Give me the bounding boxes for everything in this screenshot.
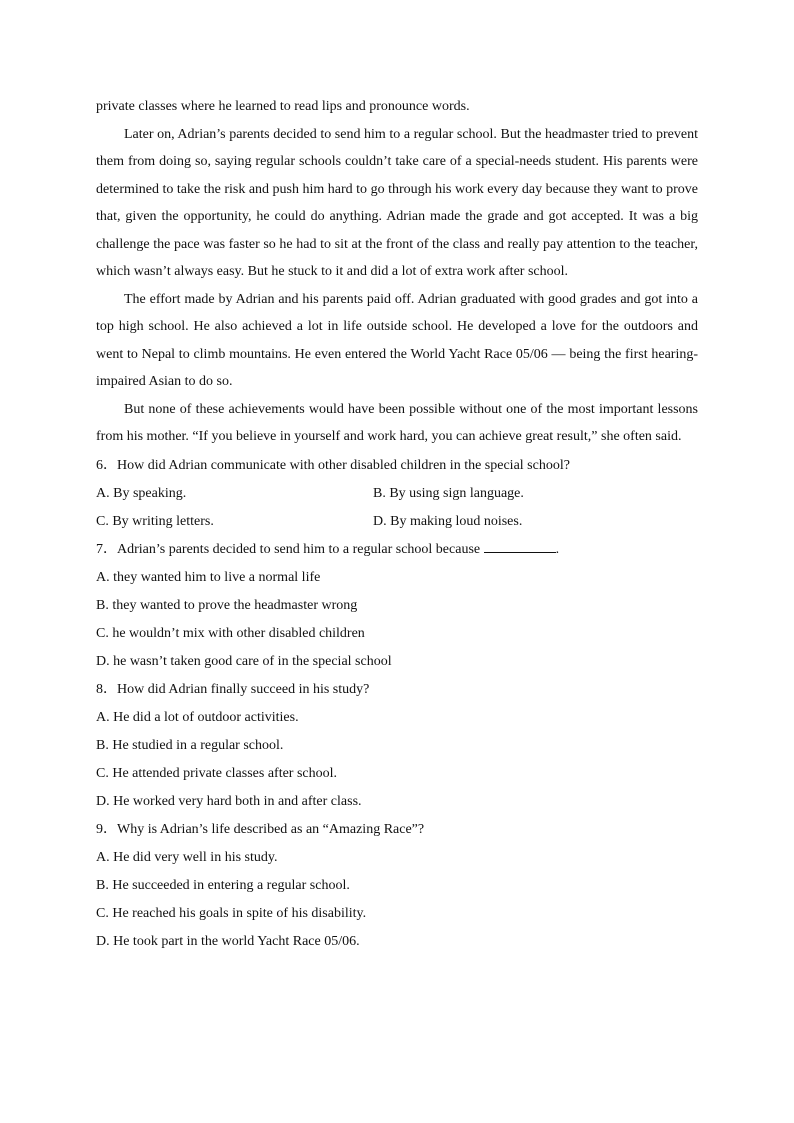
option-b: B. He succeeded in entering a regular school. (96, 877, 350, 893)
option-a: A. By speaking. (96, 485, 187, 501)
option-b: B. they wanted to prove the headmaster wrong (96, 597, 358, 613)
passage-paragraph-4: But none of these achievements would have been possible without one of the most important lessons from his mother. “If you believe in yourself and work hard, you can achieve great result,” she often said. (96, 401, 698, 444)
option-b: B. By using sign language. (373, 485, 524, 501)
option-a: A. they wanted him to live a normal life (96, 569, 321, 585)
option-d: D. He worked very hard both in and after class. (96, 793, 362, 809)
question-text: Why is Adrian’s life described as an “Amazing Race”? (117, 821, 425, 837)
question-text: Adrian’s parents decided to send him to a regular school because (117, 541, 484, 557)
option-b: B. He studied in a regular school. (96, 737, 284, 753)
answer-blank (484, 538, 556, 553)
question-6 (96, 452, 698, 536)
question-stem (96, 676, 698, 704)
question-7 (96, 536, 698, 676)
reading-passage (96, 93, 698, 451)
question-number: 7． (96, 541, 117, 557)
question-8 (96, 676, 698, 816)
passage-paragraph-3: The effort made by Adrian and his parents paid off. Adrian graduated with good grades and got into a top high school. He also achieved a lot in life outside school. He developed a love for the outdoors and went to Nepal to climb mountains. He even entered the World Yacht Race 05/06 — being the first hearing-impaired Asian to do so. (96, 291, 698, 389)
question-stem (96, 536, 698, 564)
option-row (96, 508, 698, 536)
question-text-end: . (555, 541, 560, 557)
option-a: A. He did a lot of outdoor activities. (96, 709, 299, 725)
question-text: How did Adrian finally succeed in his study? (117, 681, 370, 697)
question-stem (96, 816, 698, 844)
question-9 (96, 816, 698, 956)
question-number: 6． (96, 457, 117, 473)
option-c: C. He reached his goals in spite of his disability. (96, 905, 367, 921)
option-a: A. He did very well in his study. (96, 849, 278, 865)
option-d: D. He took part in the world Yacht Race 05/06. (96, 933, 360, 949)
document-page (96, 93, 698, 956)
option-d: D. By making loud noises. (373, 513, 523, 529)
question-number: 8． (96, 681, 117, 697)
option-row (96, 480, 698, 508)
option-c: C. He attended private classes after school. (96, 765, 338, 781)
option-d: D. he wasn’t taken good care of in the special school (96, 653, 392, 669)
question-number: 9． (96, 821, 117, 837)
passage-paragraph-2: Later on, Adrian’s parents decided to send him to a regular school. But the headmaster tried to prevent them from doing so, saying regular schools couldn’t take care of a special-needs student. His parents were determined to take the risk and push him hard to go through his work every day because they want to prove that, given the opportunity, he could do anything. Adrian made the grade and got accepted. It was a big challenge the pace was faster so he had to sit at the front of the class and really pay attention to the teacher, which wasn’t always easy. But he stuck to it and did a lot of extra work after school. (96, 126, 698, 279)
option-c: C. he wouldn’t mix with other disabled children (96, 625, 365, 641)
passage-paragraph-1: private classes where he learned to read lips and pronounce words. (96, 99, 470, 114)
question-text: How did Adrian communicate with other disabled children in the special school? (117, 457, 570, 473)
option-c: C. By writing letters. (96, 513, 214, 529)
question-stem (96, 452, 698, 480)
